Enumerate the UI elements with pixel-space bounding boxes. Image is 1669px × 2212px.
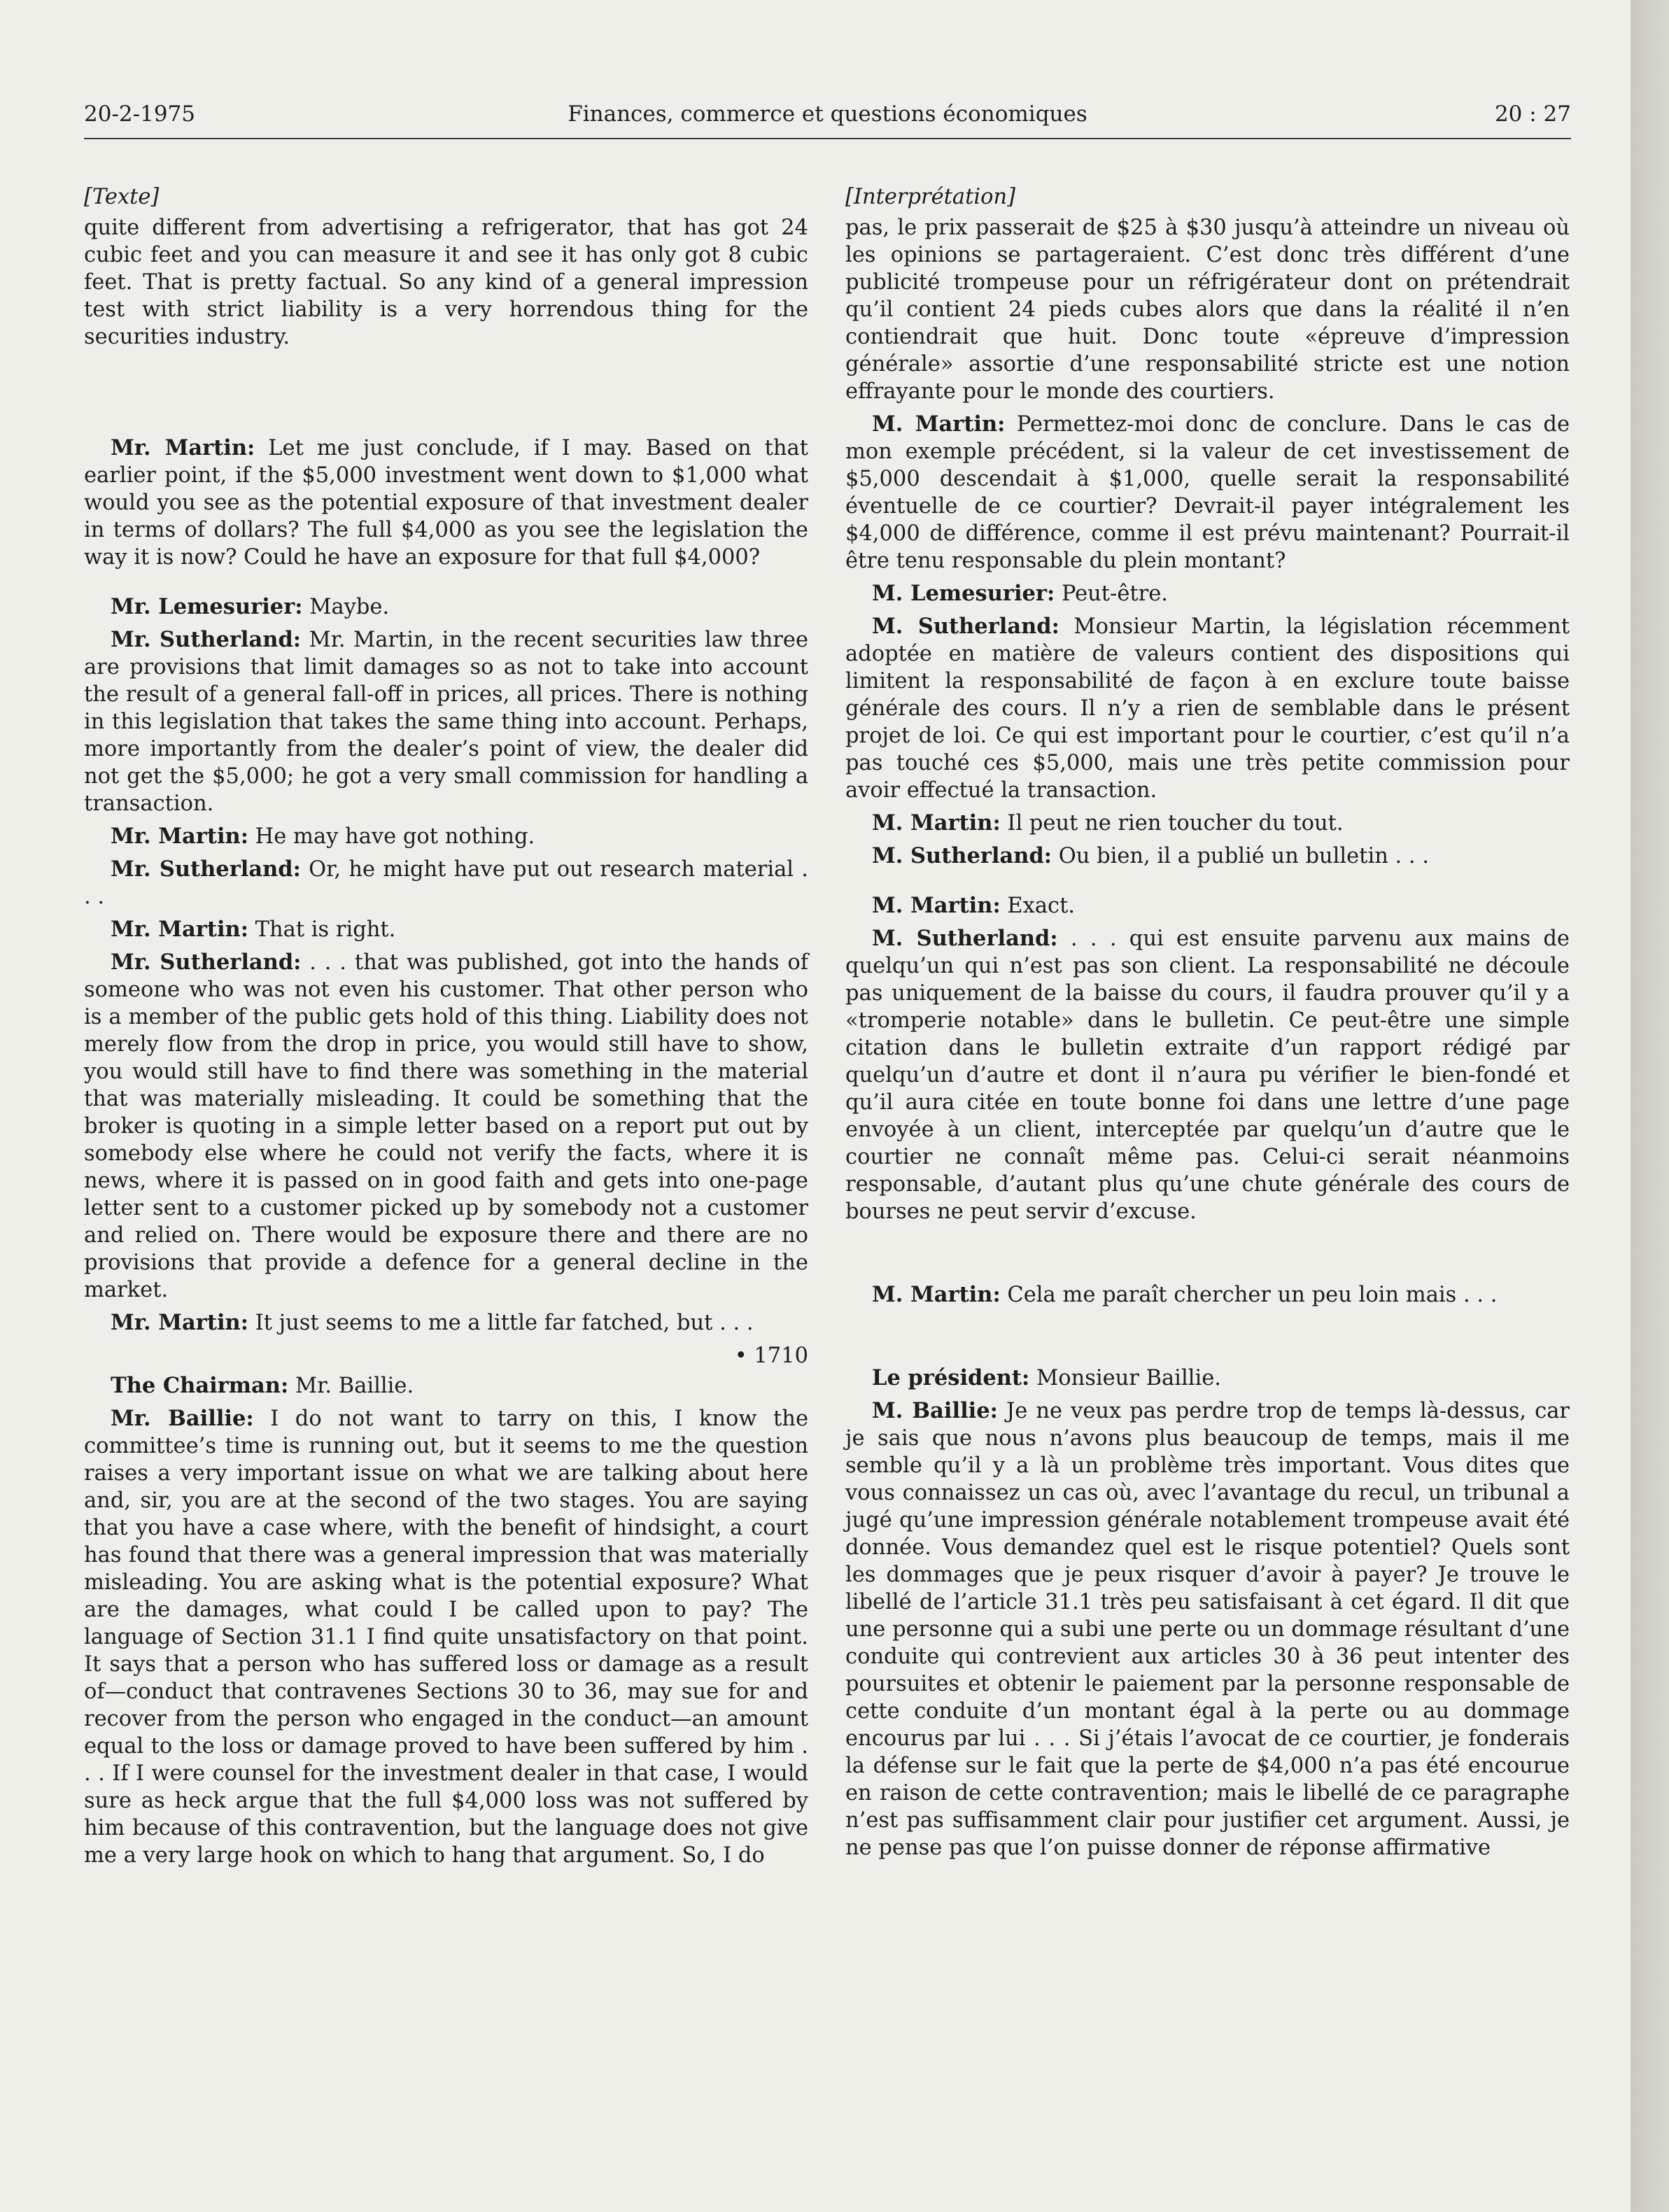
running-header — [84, 101, 1571, 139]
spacer — [84, 577, 808, 593]
paragraph — [84, 949, 808, 1304]
paragraph — [845, 411, 1570, 575]
speaker: Mr. Lemesurier: — [111, 594, 303, 619]
paragraph-text: quite different from advertising a refrigerator, that has got 24 cubic feet and you can measure it and see it has only got 8 cubic feet. That is pretty factual. So any kind of a general impression test with strict liability is a very horrendous thing for the securities industry. — [84, 216, 808, 349]
paragraph-text: Je ne veux pas perdre trop de temps là-dessus, car je sais que nous n’avons plus beaucoup de temps, mais il me semble qu’il y a là un problème très important. Vous dites que vous connaissez un cas où, avec l’avantage du recul, un tribunal a jugé qu’une impression générale notablement trompeuse avait été donnée. Vous demandez quel est le risque potentiel? Quels sont les dommages que je peux risquer d’avoir à payer? Je trouve le libellé de l’article 31.1 très peu satisfaisant à cet égard. Il dit que une personne qui a subi une perte ou un dommage résultant d’une conduite qui contrevient aux articles 30 à 36 peut intenter des poursuites et obtenir le paiement par la personne responsable de cette conduite d’un montant égal à la perte ou au dommage encourus par lui . . . Si j’étais l’avocat de ce courtier, je fonderais la défense sur le fait que la perte de $4,000 n’a pas été encourue en raison de cette contravention; mais le libellé de ce paragraphe n’est pas suffisamment clair pour justifier cet argument. Aussi, je ne pense pas que l’on puisse donner de réponse affirmative — [845, 1399, 1570, 1860]
paragraph — [84, 435, 808, 571]
paragraph-text: Cela me paraît chercher un peu loin mais . . . — [1000, 1283, 1498, 1307]
paragraph — [845, 843, 1570, 870]
speaker: M. Martin: — [872, 1282, 1001, 1307]
speaker: Mr. Martin: — [111, 435, 255, 460]
header-title: Finances, commerce et questions économiques — [568, 101, 1087, 127]
paragraph-text: Mr. Martin, in the recent securities law three are provisions that limit damages so as not to take into account the result of a general fall-off in prices, all prices. There is nothing in this legislation that takes the same thing into account. Perhaps, more importantly from the dealer’s point of view, the dealer did not get the $5,000; he got a very small commission for handling a transaction. — [84, 628, 808, 816]
speaker: M. Baillie: — [872, 1398, 998, 1423]
spacer — [845, 1231, 1570, 1281]
paragraph — [84, 823, 808, 850]
paragraph — [845, 580, 1570, 607]
speaker: Mr. Sutherland: — [111, 950, 302, 975]
paragraph-text: Maybe. — [302, 595, 390, 619]
paragraph — [84, 626, 808, 817]
spacer — [84, 356, 808, 435]
spacer — [845, 1314, 1570, 1365]
french-tag: [Interprétation] — [845, 185, 1015, 209]
header-date: 20-2-1975 — [84, 101, 196, 127]
speaker: M. Sutherland: — [872, 614, 1059, 639]
paragraph-text: Exact. — [1000, 894, 1076, 918]
paragraph — [845, 613, 1570, 804]
paragraph — [84, 1372, 808, 1400]
page-edge-shadow — [1631, 0, 1669, 2212]
paragraph — [845, 214, 1570, 405]
speaker: Mr. Martin: — [111, 917, 248, 942]
speaker: M. Sutherland: — [872, 926, 1058, 951]
paragraph — [84, 1405, 808, 1869]
speaker: Mr. Martin: — [111, 1310, 248, 1335]
paragraph-text: I do not want to tarry on this, I know the committee’s time is running out, but it seems to me the question raises a very important issue on what we are talking about here and, sir, you are at the second of the two stages. You are saying that you have a case where, with the benefit of hindsight, a court has found that there was a general impression that was materially misleading. You are asking what is the potential exposure? What are the damages, what could I be called upon to pay? The language of Section 31.1 I find quite unsatisfactory on that point. It says that a person who has suffered loss or damage as a result of—conduct that contravenes Sections 30 to 36, may sue for and recover from the person who engaged in the conduct—an amount equal to the loss or damage proved to have been suffered by him . . . If I were counsel for the investment dealer in that case, I would sure as heck argue that the full $4,000 loss was not suffered by him because of this contravention, but the language does not give me a very large hook on which to hang that argument. So, I do — [84, 1407, 808, 1868]
paragraph — [84, 214, 808, 351]
paragraph-text: He may have got nothing. — [248, 824, 535, 849]
paragraph-text: Mr. Baillie. — [288, 1374, 414, 1398]
paragraph-text: That is right. — [248, 917, 396, 942]
paragraph — [845, 925, 1570, 1225]
speaker: Mr. Sutherland: — [111, 627, 302, 652]
paragraph — [84, 916, 808, 943]
paragraph-text: pas, le prix passerait de $25 à $30 jusqu’à atteindre un niveau où les opinions se partageraient. C’est donc très différent d’une publicité trompeuse pour un réfrigérateur dont on prétendrait qu’il contient 24 pieds cubes alors que dans la réalité il n’en contiendrait que huit. Donc toute «épreuve d’impression générale» assortie d’une responsabilité stricte est une notion effrayante pour le monde des courtiers. — [845, 216, 1570, 404]
speaker: The Chairman: — [111, 1373, 289, 1398]
speaker: M. Martin: — [872, 893, 1001, 918]
paragraph — [84, 593, 808, 621]
speaker: Mr. Sutherland: — [111, 857, 301, 882]
paragraph-text: It just seems to me a little far fatched, but . . . — [248, 1311, 754, 1335]
speaker: M. Lemesurier: — [872, 581, 1055, 606]
speaker: Le président: — [872, 1365, 1030, 1390]
paragraph-text: Monsieur Martin, la législation récemment adoptée en matière de valeurs contient des dispositions qui limitent la responsabilité de façon à en exclure toute baisse générale des cours. Il n’y a rien de semblable dans le présent projet de loi. Ce qui est important pour le courtier, c’est qu’il n’a pas touché ces $5,000, mais une très petite commission pour avoir effectué la transaction. — [845, 614, 1570, 803]
paragraph — [845, 892, 1570, 920]
paragraph — [845, 1365, 1570, 1392]
paragraph — [84, 1309, 808, 1337]
header-page-number: 20 : 27 — [1494, 101, 1571, 127]
paragraph-text: Permettez-moi donc de conclure. Dans le cas de mon exemple précédent, si la valeur de cet investissement de $5,000 descendait à $1,000, quelle serait la responsabilité éventuelle de ce courtier? Devrait-il payer intégralement les $4,000 de différence, comme il est prévu maintenant? Pourrait-il être tenu responsable du plein montant? — [845, 412, 1570, 573]
paragraph-text: Ou bien, il a publié un bulletin . . . — [1052, 844, 1430, 868]
paragraph — [84, 856, 808, 910]
paragraph-text: . . . that was published, got into the hands of someone who was not even his customer. That other person who is a member of the public gets hold of this thing. Liability does not merely flow from the drop in price, you would still have to show, you would still have to find there was something in the material that was materially misleading. It could be something that the broker is quoting in a simple letter based on a report put out by somebody else where he could not verify the facts, where it is news, where it is passed on in good faith and gets into one-page letter sent to a customer picked up by somebody not a customer and relied on. There would be exposure there and there are no provisions that provide a defence for a general decline in the market. — [84, 950, 809, 1302]
paragraph-text: Monsieur Baillie. — [1029, 1366, 1221, 1390]
time-marker: • 1710 — [734, 1344, 808, 1368]
paragraph — [845, 810, 1570, 837]
french-column — [845, 183, 1570, 1867]
paragraph — [845, 1281, 1570, 1309]
speaker: M. Martin: — [872, 411, 1006, 437]
speaker: Mr. Baillie: — [111, 1406, 254, 1431]
speaker: Mr. Martin: — [111, 824, 248, 849]
paragraph-text: Il peut ne rien toucher du tout. — [1000, 811, 1344, 836]
speaker: M. Martin: — [872, 810, 1001, 836]
paragraph-text: . . . qui est ensuite parvenu aux mains de quelqu’un qui n’est pas son client. La responsabilité ne découle pas uniquement de la baisse du cours, il faudra prouver qu’il y a «tromperie notable» dans le bulletin. Ce peut-être une simple citation dans le bulletin extraite d’un rapport rédigé par quelqu’un d’autre et dont il n’aura pu vérifier le bien-fondé et qu’il aura citée en toute bonne foi dans une lettre d’une page envoyée à un client, interceptée par quelqu’un d’autre que le courtier ne connaît même pas. Celui-ci serait néanmoins responsable, d’autant plus qu’une chute générale des cours de bourses ne peut servir d’excuse. — [845, 927, 1570, 1224]
paragraph-text: Peut-être. — [1055, 582, 1168, 606]
english-column — [84, 183, 808, 1875]
spacer — [845, 875, 1570, 892]
paragraph-text: Let me just conclude, if I may. Based on that earlier point, if the $5,000 investment went down to $1,000 what would you see as the potential exposure of that investment dealer in terms of dollars? The full $4,000 as you see the legislation the way it is now? Could he have an exposure for that full $4,000? — [84, 436, 808, 570]
english-tag: [Texte] — [84, 185, 160, 209]
paragraph — [845, 1397, 1570, 1861]
speaker: M. Sutherland: — [872, 843, 1052, 868]
paragraph-text: Or, he might have put out research material . . . — [84, 857, 808, 909]
